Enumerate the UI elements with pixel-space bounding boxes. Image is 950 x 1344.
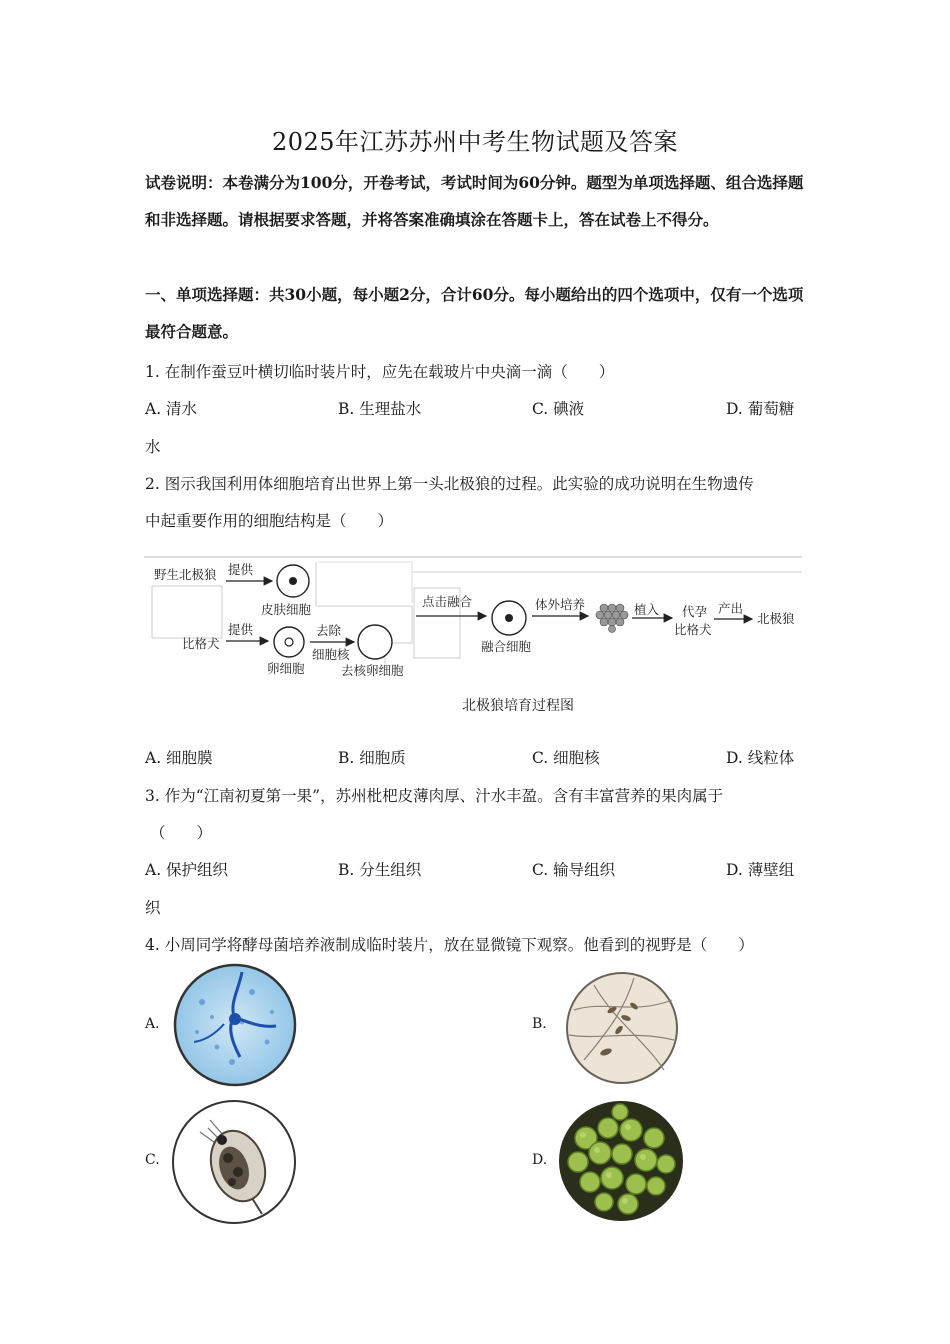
q1-option-d[interactable]: D. 葡萄糖 (726, 400, 795, 418)
label-surrogate-1: 代孕 (682, 604, 708, 619)
q1-option-b[interactable]: B. 生理盐水 (338, 400, 422, 418)
skin-cell-nucleus (289, 577, 297, 585)
q3-stem-line1: 3. 作为“江南初夏第一果”，苏州枇杷皮薄肉厚、汁水丰盈。含有丰富营养的果肉属于 (145, 787, 724, 805)
label-produce: 产出 (718, 601, 744, 616)
q4-option-d-image[interactable] (556, 1098, 686, 1224)
q2-option-c[interactable]: C. 细胞核 (532, 749, 600, 767)
instructions: 试卷说明：本卷满分为100分，开卷考试，考试时间为60分钟。题型为单项选择题、组合选择题和非选择题。请根据要求答题，并将答案准确填涂在答题卡上，答在试卷上不得分。 (145, 173, 804, 229)
q3-option-c[interactable]: C. 输导组织 (532, 861, 616, 879)
label-culture: 体外培养 (535, 597, 586, 612)
label-arctic-wolf: 北极狼 (757, 611, 795, 626)
label-surrogate-2: 比格犬 (674, 622, 712, 637)
q2-option-d[interactable]: D. 线粒体 (726, 749, 795, 767)
q4-option-d-label[interactable]: D. (532, 1152, 548, 1168)
label-provide-2: 提供 (228, 622, 254, 637)
embryo-cluster-shape (596, 604, 628, 633)
q1-option-d-wrap: 水 (145, 438, 161, 456)
label-wild-wolf: 野生北极狼 (154, 567, 217, 582)
fused-cell-nucleus (505, 614, 513, 622)
q4-option-a-image[interactable] (172, 962, 298, 1088)
label-implant: 植入 (634, 602, 660, 617)
q4-option-c-image[interactable] (170, 1098, 298, 1226)
q4-option-b-image[interactable] (564, 970, 680, 1086)
q3-option-a[interactable]: A. 保护组织 (145, 861, 229, 879)
label-nucleus: 细胞核 (312, 647, 350, 662)
section-heading: 一、单项选择题：共30小题，每小题2分，合计60分。每小题给出的四个选项中，仅有一个选项最符合题意。 (145, 285, 804, 341)
q3-option-d[interactable]: D. 薄壁组 (726, 861, 795, 879)
label-fused-cell: 融合细胞 (481, 639, 532, 654)
q4-option-b-label[interactable]: B. (532, 1016, 547, 1032)
egg-cell-nucleus (285, 638, 293, 646)
q4-option-c-label[interactable]: C. (145, 1152, 160, 1168)
q2-option-b[interactable]: B. 细胞质 (338, 749, 406, 767)
label-beagle: 比格犬 (182, 636, 220, 651)
q2-stem-line2: 中起重要作用的细胞结构是（ ） (145, 512, 394, 530)
q2-option-a[interactable]: A. 细胞膜 (145, 749, 213, 767)
q4-option-a-label[interactable]: A. (145, 1016, 160, 1032)
enucleated-egg-shape (358, 625, 392, 659)
q1-stem: 1. 在制作蚕豆叶横切临时装片时，应先在载玻片中央滴一滴（ ） (145, 363, 615, 381)
q1-option-c[interactable]: C. 碘液 (532, 400, 585, 418)
wolf-cloning-diagram (140, 548, 810, 688)
diagram-caption: 北极狼培育过程图 (462, 698, 574, 714)
label-click-fuse: 点击融合 (422, 594, 473, 609)
label-remove: 去除 (316, 623, 342, 638)
label-skin-cell: 皮肤细胞 (261, 602, 312, 617)
page-title: 2025年江苏苏州中考生物试题及答案 (271, 128, 679, 156)
q4-stem: 4. 小周同学将酵母菌培养液制成临时装片，放在显微镜下观察。他看到的视野是（ ） (145, 936, 754, 954)
q1-option-a[interactable]: A. 清水 (145, 400, 198, 418)
label-enucleated-egg: 去核卵细胞 (341, 663, 404, 678)
wolf-photo-placeholder (152, 586, 222, 638)
q3-option-d-wrap: 织 (145, 899, 161, 917)
label-egg-cell: 卵细胞 (267, 661, 305, 676)
label-provide-1: 提供 (228, 562, 254, 577)
q2-stem-line1: 2. 图示我国利用体细胞培育出世界上第一头北极狼的过程。此实验的成功说明在生物遗传 (145, 475, 754, 493)
q3-stem-line2: （ ） (150, 824, 213, 842)
q3-option-b[interactable]: B. 分生组织 (338, 861, 422, 879)
